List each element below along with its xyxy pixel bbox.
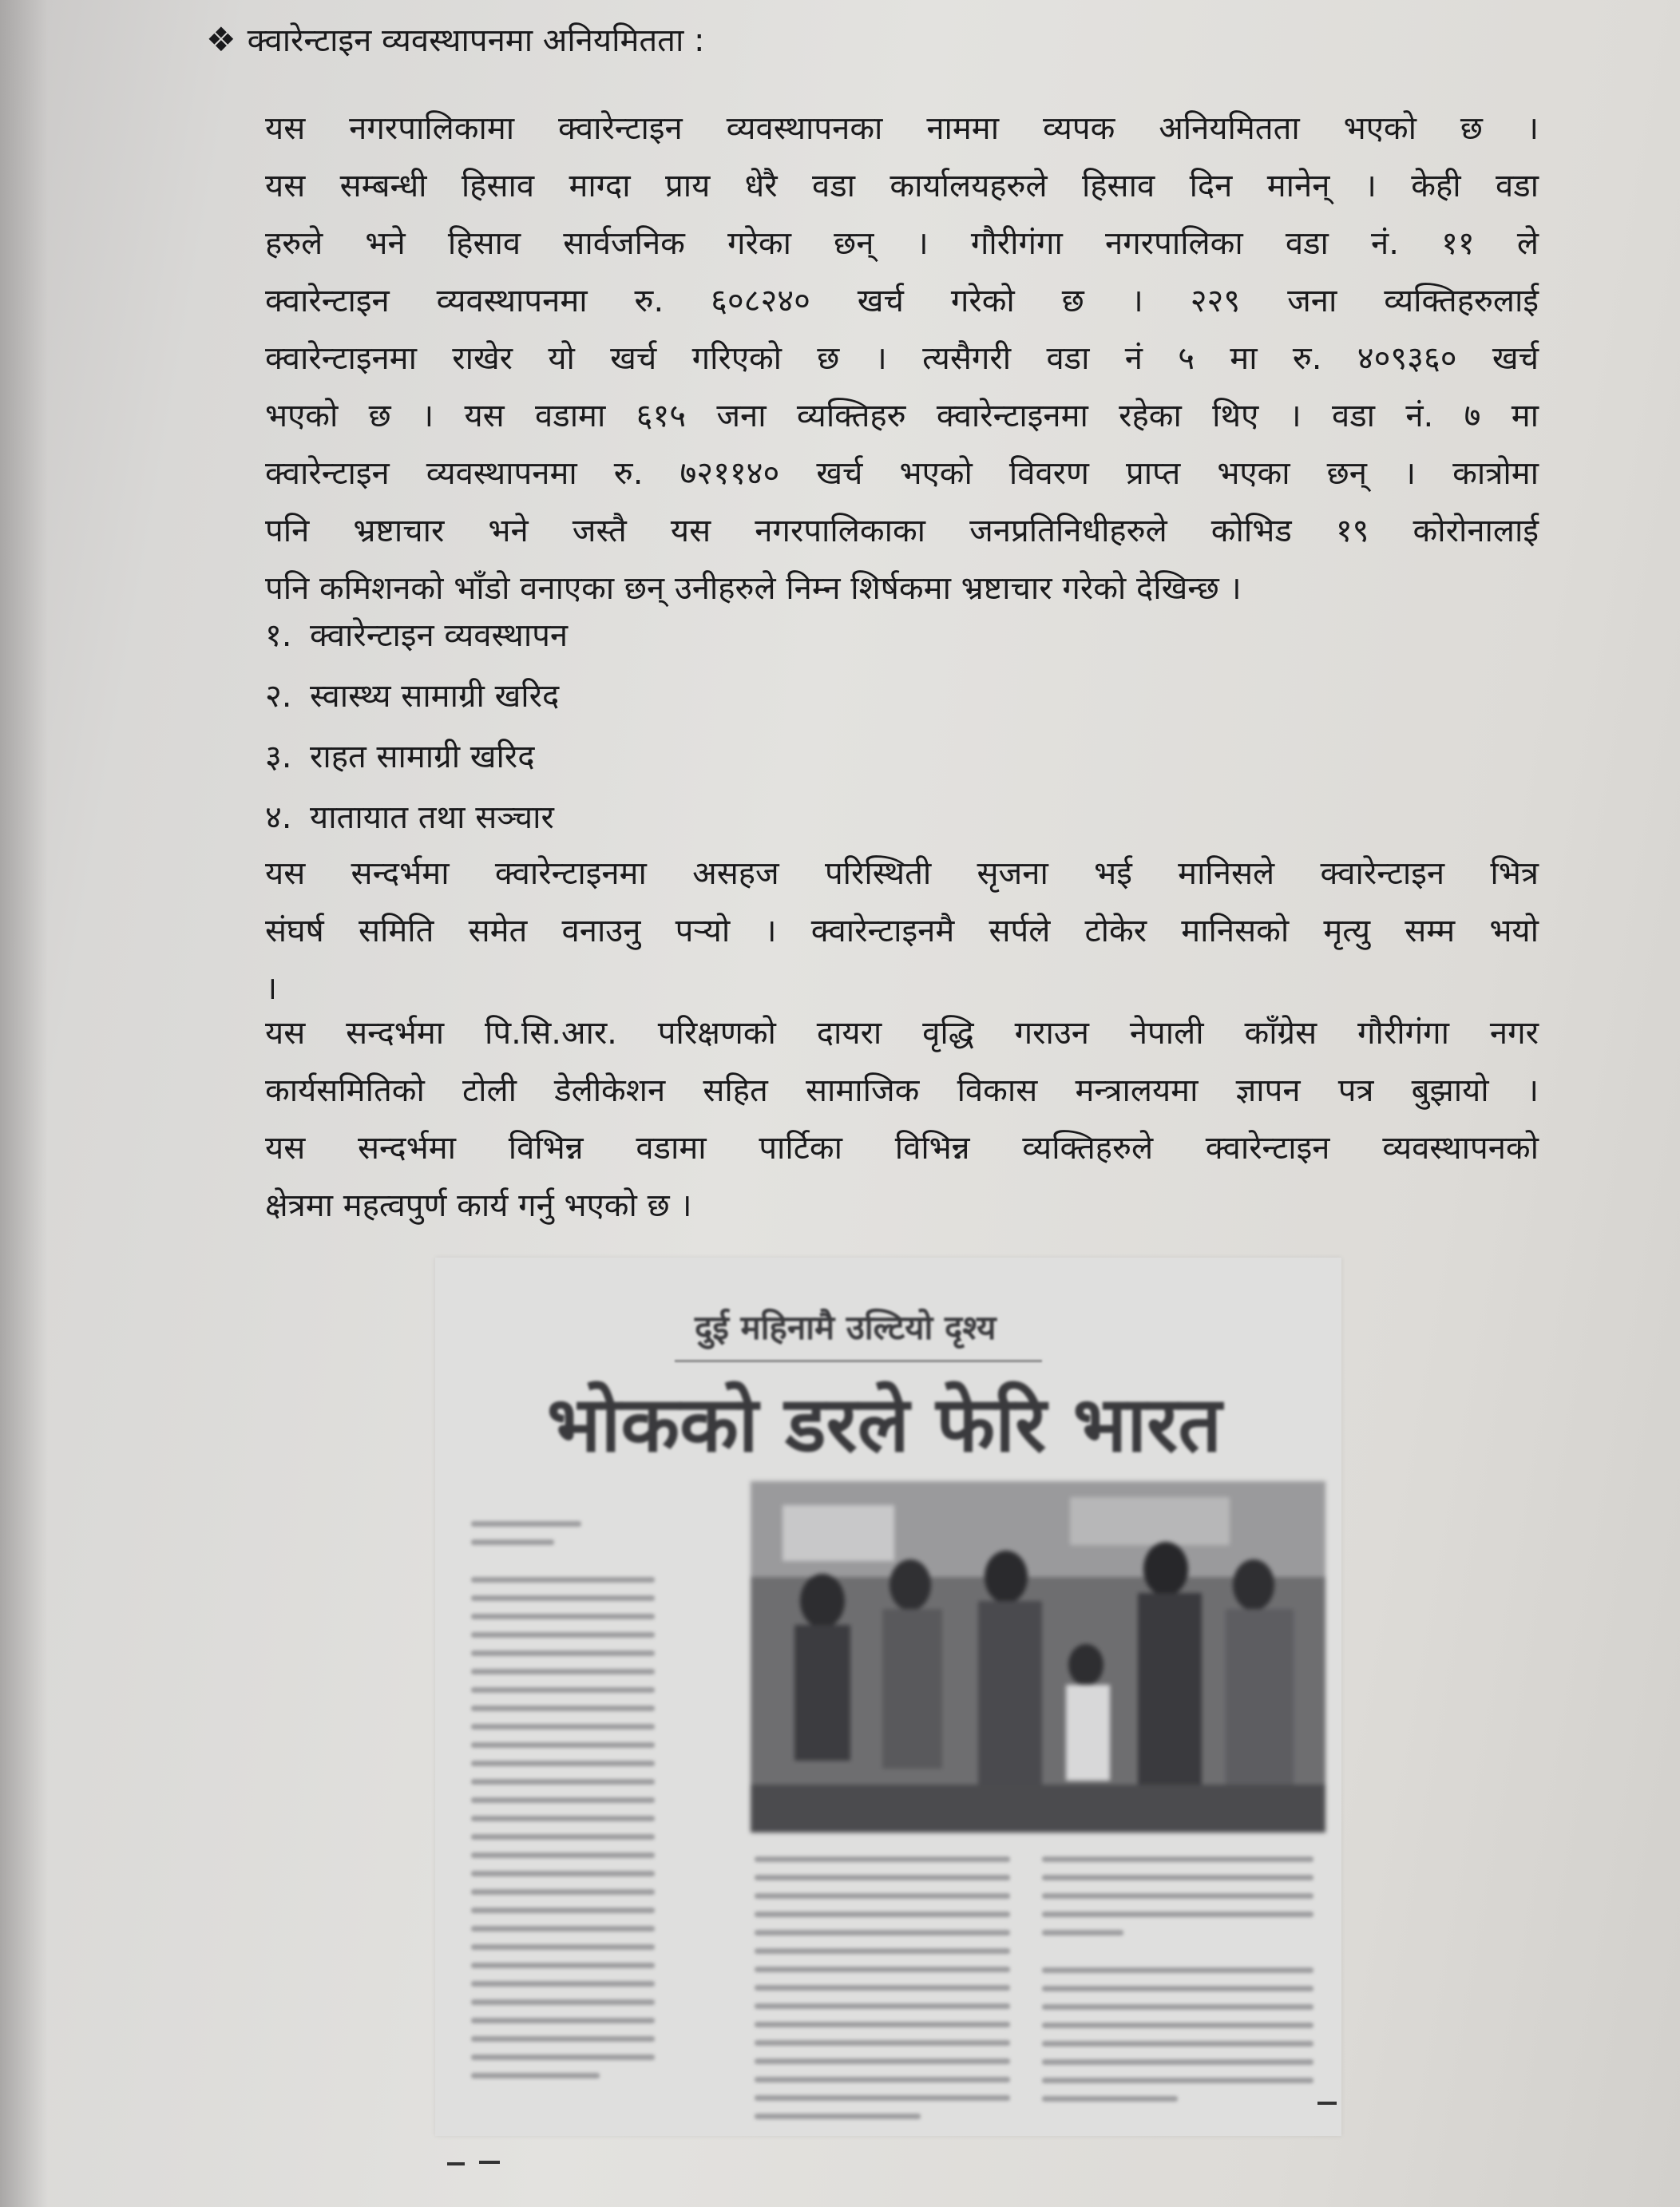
list-item-number: २. bbox=[265, 678, 292, 715]
paragraph-line: । bbox=[265, 970, 278, 1007]
list-item bbox=[265, 727, 568, 787]
paragraph-line: संघर्ष समिति समेत वनाउनु पऱ्यो । क्वारेन्टाइनमै सर्पले टोकेर मानिसको मृत्यु सम्म भयो bbox=[265, 913, 1539, 949]
list-item-text: राहत सामाग्री खरिद bbox=[310, 739, 535, 775]
paragraph-line: क्वारेन्टाइनमा राखेर यो खर्च गरिएको छ । त्यसैगरी वडा नं ५ मा रु. ४०९३६० खर्च bbox=[265, 340, 1539, 377]
list-item-number: १. bbox=[265, 617, 292, 654]
paragraph-line: यस सन्दर्भमा विभिन्न वडामा पार्टिका विभिन्न व्यक्तिहरुले क्वारेन्टाइन व्यवस्थापनको bbox=[265, 1130, 1539, 1167]
paragraph-line: क्वारेन्टाइन व्यवस्थापनमा रु. ७२११४० खर्च भएको विवरण प्राप्त भएका छन् । कात्रोमा bbox=[265, 455, 1539, 492]
clipping-kicker: दुई महिनामै उल्टियो दृश्य bbox=[695, 1308, 997, 1347]
paragraph-quarantine-expenses bbox=[265, 100, 1539, 617]
clipping-right-column bbox=[1042, 1856, 1313, 2114]
list-item bbox=[265, 605, 568, 666]
page-mark-dash bbox=[479, 2161, 500, 2164]
paragraph-line: पनि भ्रष्टाचार भने जस्तै यस नगरपालिकाका जनप्रतिनिधीहरुले कोभिड १९ कोरोनालाई bbox=[265, 513, 1539, 549]
section-heading bbox=[206, 18, 705, 63]
page-edge-shadow bbox=[0, 0, 48, 2207]
paragraph-line: क्वारेन्टाइन व्यवस्थापनमा रु. ६०८२४० खर्च गरेको छ । २२९ जना व्यक्तिहरुलाई bbox=[265, 283, 1539, 319]
paragraph-line: क्षेत्रमा महत्वपुर्ण कार्य गर्नु भएको छ । bbox=[265, 1187, 692, 1224]
paragraph-line: यस नगरपालिकामा क्वारेन्टाइन व्यवस्थापनका नाममा व्यपक अनियमितता भएको छ । bbox=[265, 110, 1539, 147]
page-mark-dash bbox=[447, 2162, 465, 2165]
corruption-heads-list bbox=[265, 605, 568, 848]
paragraph-line: हरुले भने हिसाव सार्वजनिक गरेका छन् । गौरीगंगा नगरपालिका वडा नं. ११ ले bbox=[265, 225, 1539, 262]
paragraph-line: कार्यसमितिको टोली डेलीकेशन सहित सामाजिक विकास मन्त्रालयमा ज्ञापन पत्र बुझायो । bbox=[265, 1072, 1539, 1109]
section-heading-text: क्वारेन्टाइन व्यवस्थापनमा अनियमितता : bbox=[247, 22, 705, 59]
bullet-diamond-icon: ❖ bbox=[206, 20, 236, 59]
list-item-text: स्वास्थ्य सामाग्री खरिद bbox=[310, 678, 560, 715]
list-item-number: ४. bbox=[265, 799, 292, 836]
list-item-text: क्वारेन्टाइन व्यवस्थापन bbox=[310, 617, 569, 654]
paragraph-line: पनि कमिशनको भाँडो वनाएका छन् उनीहरुले निम्न शिर्षकमा भ्रष्टाचार गरेको देखिन्छ । bbox=[265, 570, 1242, 607]
page-mark-dash bbox=[1317, 2102, 1337, 2105]
newspaper-clipping bbox=[435, 1258, 1341, 2136]
list-item-text: यातायात तथा सञ्चार bbox=[310, 799, 554, 836]
paragraph-quarantine-conditions bbox=[265, 845, 1539, 1017]
clipping-left-column bbox=[471, 1521, 655, 2091]
list-item bbox=[265, 787, 568, 848]
paragraph-pcr-delegation bbox=[265, 1004, 1539, 1234]
paragraph-line: यस सम्बन्धी हिसाव माग्दा प्राय धेरै वडा कार्यालयहरुले हिसाव दिन मानेन् । केही वडा bbox=[265, 168, 1539, 204]
clipping-crowd-photo bbox=[751, 1481, 1325, 1833]
list-item bbox=[265, 666, 568, 727]
clipping-middle-column bbox=[755, 1856, 1010, 2132]
paragraph-line: भएको छ । यस वडामा ६१५ जना व्यक्तिहरु क्वारेन्टाइनमा रहेका थिए । वडा नं. ७ मा bbox=[265, 398, 1539, 434]
clipping-headline: भोकको डरले फेरि भारत bbox=[547, 1380, 1222, 1469]
paragraph-line: यस सन्दर्भमा पि.सि.आर. परिक्षणको दायरा वृद्धि गराउन नेपाली काँग्रेस गौरीगंगा नगर bbox=[265, 1015, 1539, 1052]
clipping-kicker-rule bbox=[675, 1360, 1042, 1362]
list-item-number: ३. bbox=[265, 739, 292, 775]
paragraph-line: यस सन्दर्भमा क्वारेन्टाइनमा असहज परिस्थिती सृजना भई मानिसले क्वारेन्टाइन भित्र bbox=[265, 855, 1539, 892]
